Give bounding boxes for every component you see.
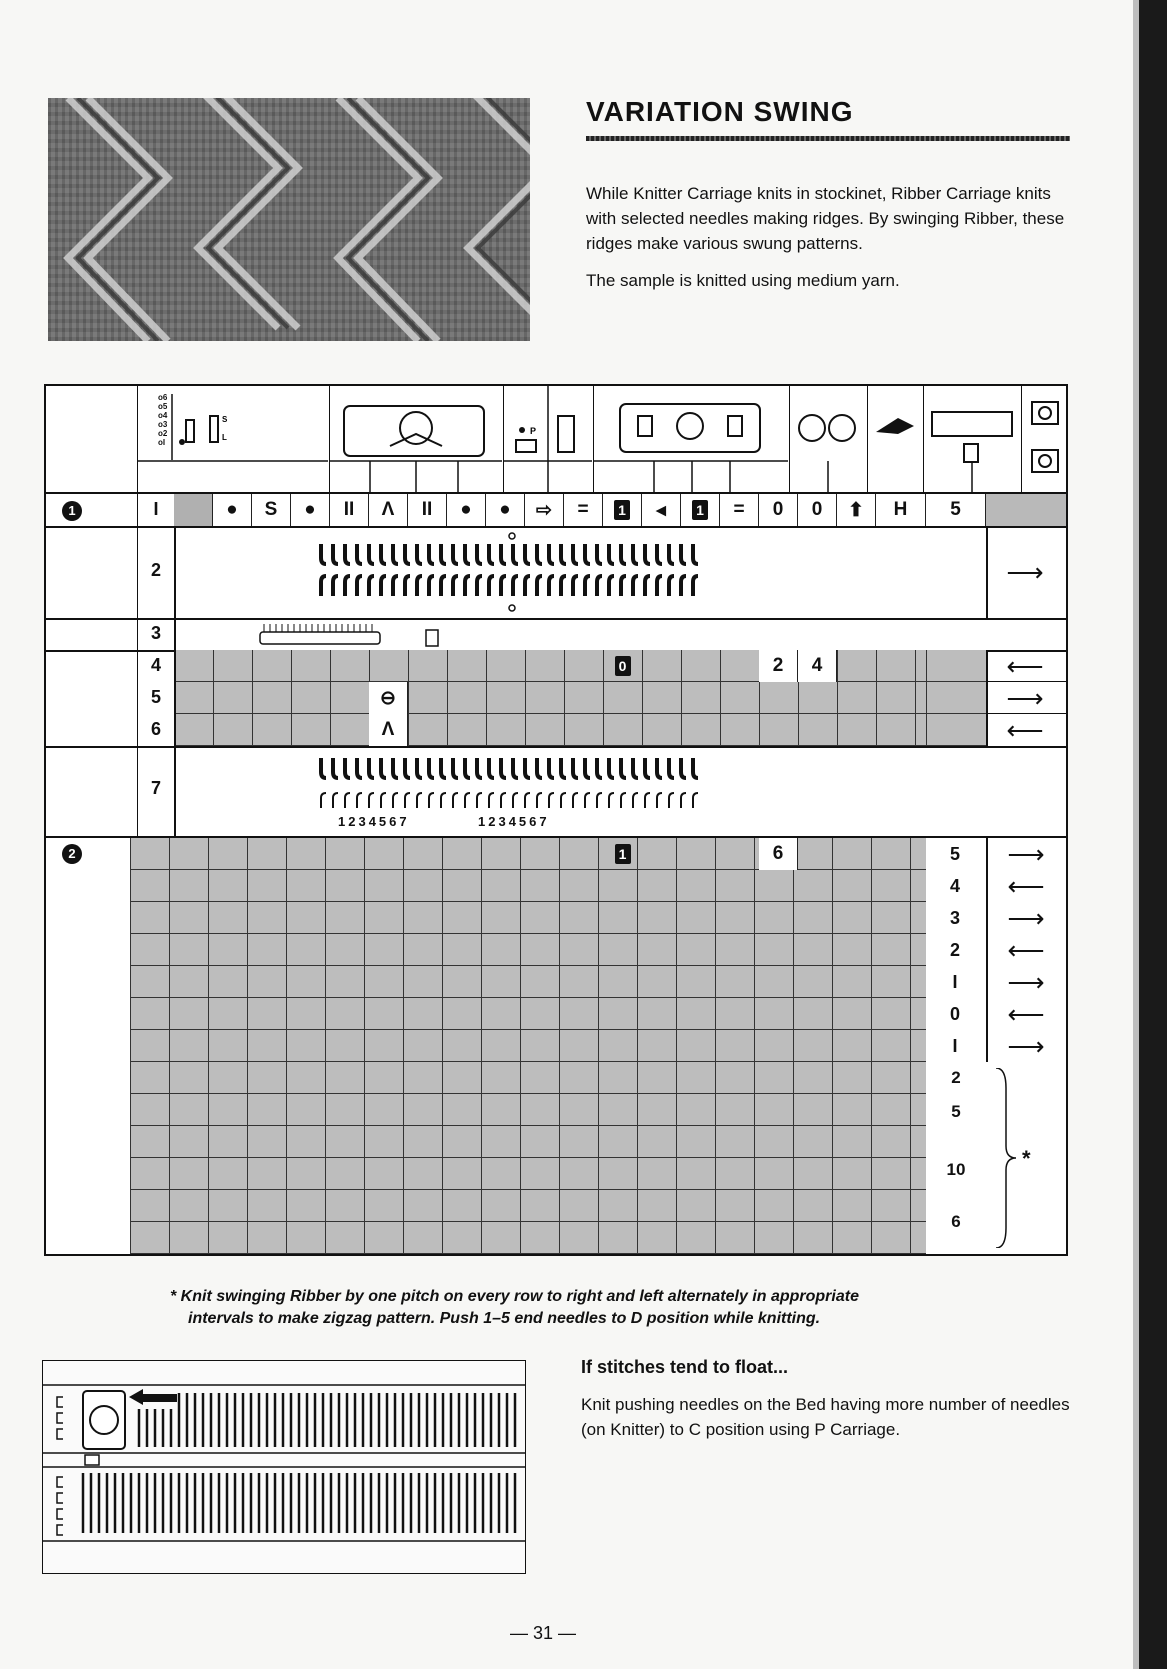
section2-boxed-value: 1: [615, 844, 631, 864]
row4-cell: 4: [798, 650, 837, 682]
row1-cell: II: [330, 494, 369, 526]
chart-row-3: [46, 618, 1066, 650]
svg-text:L: L: [222, 433, 227, 442]
row4-cell: [603, 650, 642, 682]
page-number: — 31 —: [510, 1623, 577, 1643]
row1-cell: ●: [486, 494, 525, 526]
swing-position: 0: [926, 998, 984, 1030]
row1-cell: [681, 494, 720, 526]
direction-arrow: ⟶: [986, 838, 1065, 870]
needle-setting-diagram: [316, 530, 736, 614]
row1-boxed-value: 1: [692, 500, 708, 520]
row1-cell: =: [720, 494, 759, 526]
cast-on-comb-icon: [246, 620, 446, 650]
step-badge: 1: [62, 501, 82, 521]
swing-position: 3: [926, 902, 984, 934]
row1-gray-cell: [986, 494, 1066, 526]
footnote-line: * Knit swinging Ribber by one pitch on every row to right and left alternately in appropriate: [170, 1288, 859, 1305]
direction-arrow: ⟵: [986, 870, 1065, 902]
direction-arrow: ⟶: [1006, 556, 1044, 587]
row1-cell: ◂: [642, 494, 681, 526]
row-divider: [174, 746, 176, 836]
row4-cell: 2: [759, 650, 798, 682]
direction-arrow: ⟵: [986, 998, 1065, 1030]
direction-arrow: ⟶: [986, 1030, 1065, 1062]
section-2: [46, 838, 1066, 1254]
direction-arrow: ⟵: [986, 934, 1065, 966]
row1-cell: 5: [926, 494, 986, 526]
step-badge: 2: [62, 844, 82, 864]
part-button-icon: [504, 386, 594, 494]
svg-text:o5: o5: [158, 402, 168, 411]
weights-icon: [790, 386, 868, 494]
row1-cell: =: [564, 494, 603, 526]
asterisk-mark: *: [1022, 1146, 1031, 1171]
direction-arrow: ⟶: [986, 966, 1065, 998]
row6-cell: Λ: [369, 714, 408, 746]
racking-handle-icon: [868, 386, 924, 494]
row-number: 5: [150, 687, 161, 707]
row1-cell: ⬆: [837, 494, 876, 526]
float-tip-title: If stitches tend to float...: [581, 1357, 789, 1377]
row-number: 6: [150, 719, 161, 739]
chart-row-1: [46, 494, 1066, 526]
gray-grid: [130, 838, 926, 1254]
tension-icon-group: [138, 386, 330, 494]
range-value: 10: [946, 1160, 966, 1179]
range-column: [926, 1062, 986, 1254]
asterisk-column: [986, 1062, 1066, 1254]
row-number: 2: [150, 560, 161, 580]
chart-row-7: [46, 746, 1066, 836]
swing-position: I: [926, 966, 984, 998]
row-divider: [174, 618, 176, 650]
range-value: 2: [951, 1068, 961, 1087]
range-value: 5: [951, 1102, 961, 1121]
row-number: 4: [150, 655, 161, 675]
page-edge-shadow: [1133, 0, 1139, 1669]
page-edge: [1139, 0, 1167, 1669]
knitting-chart: [44, 384, 1068, 1256]
svg-text:o3: o3: [158, 420, 168, 429]
svg-text:o2: o2: [158, 429, 168, 438]
needle-bed-diagram: [42, 1360, 526, 1574]
knit-sample-photo: [48, 98, 530, 341]
carriage-lever-icon: [330, 386, 504, 494]
row-divider: [174, 526, 176, 618]
row1-gray-cell: [174, 494, 213, 526]
svg-text:S: S: [222, 415, 228, 424]
needle-sequence-b: 1234567: [478, 814, 550, 829]
swing-position: 5: [926, 838, 984, 870]
row1-cell: S: [252, 494, 291, 526]
row1-cell: II: [408, 494, 447, 526]
row5-cell: ⊖: [369, 682, 408, 714]
svg-text:o6: o6: [158, 393, 168, 402]
gray-grid: [926, 650, 986, 746]
float-tip-body: Knit pushing needles on the Bed having more number of needles (on Knitter) to C position using P Carriage.: [581, 1395, 1070, 1439]
direction-icon: [1022, 386, 1066, 494]
needle-transfer-diagram: [316, 752, 736, 814]
row1-boxed-value: 1: [614, 500, 630, 520]
row1-cell: ●: [213, 494, 252, 526]
row-divider: [174, 650, 176, 746]
range-brace: [992, 1068, 1022, 1248]
direction-arrow: ⟶: [1006, 682, 1044, 713]
row1-cell: Λ: [369, 494, 408, 526]
chart-row-2: [46, 526, 1066, 618]
row1-cell: H: [876, 494, 926, 526]
needle-sequence-a: 1234567: [338, 814, 410, 829]
row1-cell: ●: [291, 494, 330, 526]
page-title: VARIATION SWING: [586, 96, 854, 127]
svg-text:oI: oI: [158, 438, 166, 447]
pitch-lever-icon: [924, 386, 1022, 494]
direction-arrow: ⟶: [986, 902, 1065, 934]
row1-cell: 0: [798, 494, 837, 526]
swing-position: 4: [926, 870, 984, 902]
row1-cell: 0: [759, 494, 798, 526]
section2-cell: [603, 838, 642, 870]
intro-text: [586, 181, 1076, 303]
row1-cell: ●: [447, 494, 486, 526]
row-number: 7: [150, 778, 161, 798]
section2-cell: 6: [759, 838, 798, 870]
header-blank: [46, 386, 138, 494]
row1-cell: ⇨: [525, 494, 564, 526]
range-value: 6: [951, 1212, 961, 1231]
intro-paragraph: While Knitter Carriage knits in stockinet, Ribber Carriage knits with selected needles making ridges. By swinging Ribber, these ridges make various swung patterns.: [586, 184, 1065, 253]
swing-position: 2: [926, 934, 984, 966]
footnote: [170, 1286, 970, 1330]
svg-text:o4: o4: [158, 411, 168, 420]
footnote-line: intervals to make zigzag pattern. Push 1–5 end needles to D position while knitting.: [188, 1310, 821, 1327]
svg-text:P: P: [530, 426, 537, 436]
direction-arrow: ⟵: [1006, 650, 1044, 681]
row-number: 3: [150, 623, 161, 643]
swing-position: I: [926, 1030, 984, 1062]
needle-bed-illustration: [43, 1361, 525, 1573]
rows-4-6: [46, 650, 1066, 746]
step-column: [46, 838, 138, 1254]
step-column: [46, 746, 138, 836]
title-rule: [586, 136, 1070, 141]
direction-arrow: ⟵: [1006, 714, 1044, 745]
row1-cell: [603, 494, 642, 526]
row4-boxed-value: 0: [615, 656, 631, 676]
intro-paragraph: The sample is knitted using medium yarn.: [586, 271, 900, 290]
ribber-carriage-icon: [594, 386, 790, 494]
row-number: I: [153, 499, 159, 519]
